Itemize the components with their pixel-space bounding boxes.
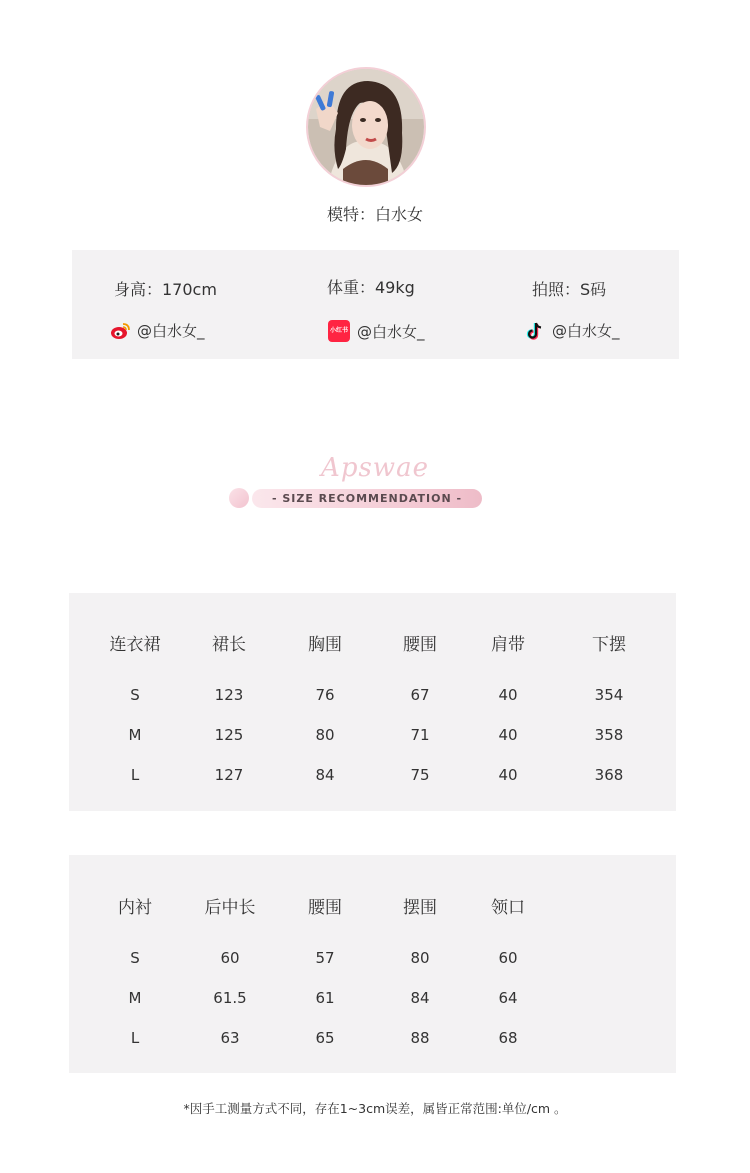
column-header: 腰围 <box>403 635 437 655</box>
table-cell: 60 <box>220 949 240 967</box>
table-cell: 80 <box>410 949 430 967</box>
column-header: 内衬 <box>118 898 152 918</box>
table-cell: 61.5 <box>213 989 247 1007</box>
table-cell: 60 <box>498 949 518 967</box>
column-header: 肩带 <box>491 635 525 655</box>
table-cell: 80 <box>315 726 335 744</box>
size-label: S <box>130 686 140 704</box>
table-cell: 61 <box>315 989 335 1007</box>
table-cell: 88 <box>410 1029 430 1047</box>
table-cell: 76 <box>315 686 335 704</box>
table-cell: 67 <box>410 686 430 704</box>
table-cell: 63 <box>220 1029 240 1047</box>
table-cell: 358 <box>594 726 624 744</box>
section-heading: - SIZE RECOMMENDATION - <box>271 492 463 505</box>
table-cell: 125 <box>214 726 244 744</box>
brand-script-logo: Apswae <box>321 453 429 483</box>
size-label: M <box>128 989 142 1007</box>
table-cell: 40 <box>498 726 518 744</box>
table-cell: 127 <box>214 766 244 784</box>
table-cell: 57 <box>315 949 335 967</box>
dress-size-table <box>69 593 676 811</box>
social-tiktok[interactable] <box>525 320 620 341</box>
model-name: 模特：白水女 <box>326 205 423 224</box>
column-header: 后中长 <box>204 898 256 918</box>
table-cell: 71 <box>410 726 430 744</box>
social-weibo[interactable] <box>110 320 205 341</box>
table-cell: 75 <box>410 766 430 784</box>
tiktok-icon <box>525 321 545 341</box>
weibo-icon <box>110 321 130 341</box>
weight-stat: 体重：49kg <box>327 278 415 297</box>
height-stat: 身高：170cm <box>114 280 217 299</box>
table-cell: 84 <box>410 989 430 1007</box>
size-label: M <box>128 726 142 744</box>
tiktok-handle: @白水女_ <box>552 322 620 340</box>
column-header: 摆围 <box>403 898 437 918</box>
measurement-note: *因手工测量方式不同，存在1~3cm误差，属皆正常范围:单位/cm 。 <box>183 1101 567 1116</box>
social-xiaohongshu[interactable] <box>328 320 425 342</box>
column-header: 领口 <box>491 898 525 918</box>
table-cell: 354 <box>594 686 624 704</box>
size-label: L <box>130 1029 140 1047</box>
size-label: L <box>130 766 140 784</box>
model-avatar <box>306 67 426 187</box>
table-cell: 65 <box>315 1029 335 1047</box>
column-header: 下摆 <box>592 635 626 655</box>
table-cell: 64 <box>498 989 518 1007</box>
table-cell: 123 <box>214 686 244 704</box>
photo-size-stat: 拍照：S码 <box>532 280 607 299</box>
xiaohongshu-icon: 小红书 <box>328 320 350 342</box>
table-cell: 68 <box>498 1029 518 1047</box>
table-cell: 84 <box>315 766 335 784</box>
heading-dot <box>229 488 249 508</box>
model-info-panel <box>72 250 679 359</box>
lining-size-table <box>69 855 676 1073</box>
table-cell: 40 <box>498 686 518 704</box>
column-header: 裙长 <box>212 635 246 655</box>
column-header: 胸围 <box>308 635 342 655</box>
table-cell: 40 <box>498 766 518 784</box>
size-label: S <box>130 949 140 967</box>
weibo-handle: @白水女_ <box>137 322 205 340</box>
column-header: 连衣裙 <box>109 635 161 655</box>
column-header: 腰围 <box>308 898 342 918</box>
table-cell: 368 <box>594 766 624 784</box>
xiaohongshu-handle: @白水女_ <box>357 322 425 341</box>
